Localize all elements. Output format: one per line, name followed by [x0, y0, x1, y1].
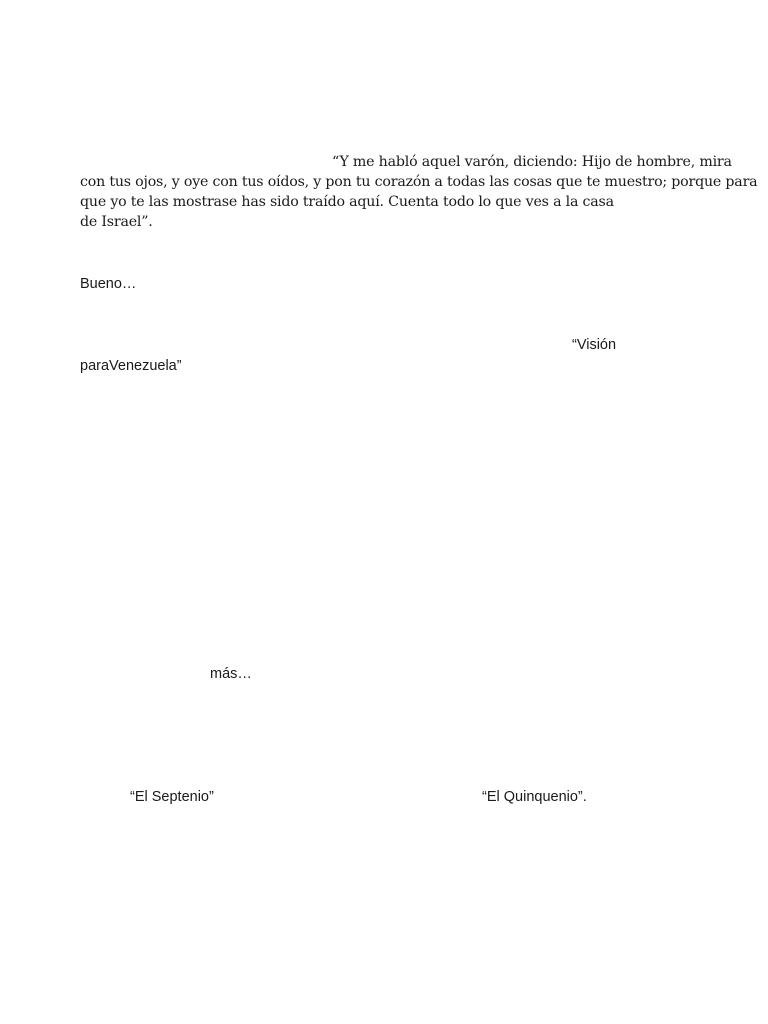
- mas-text: más…: [210, 666, 252, 682]
- bueno-text: Bueno…: [80, 276, 137, 292]
- quote-line-2: con tus ojos, y oye con tus oídos, y pon tu corazón a todas las cosas que te muestro; porque para: [80, 174, 758, 190]
- quinquenio-text: “El Quinquenio”.: [482, 789, 587, 805]
- septenio-text: “El Septenio”: [130, 789, 214, 805]
- quote-line-1: “Y me habló aquel varón, diciendo: Hijo de hombre, mira: [332, 154, 732, 170]
- quote-line-3: que yo te las mostrase has sido traído aquí. Cuenta todo lo que ves a la casa: [80, 194, 614, 210]
- vision-text-line-2: paraVenezuela”: [80, 358, 182, 374]
- quote-line-4: de Israel”.: [80, 214, 153, 230]
- vision-text-line-1: “Visión: [572, 337, 617, 353]
